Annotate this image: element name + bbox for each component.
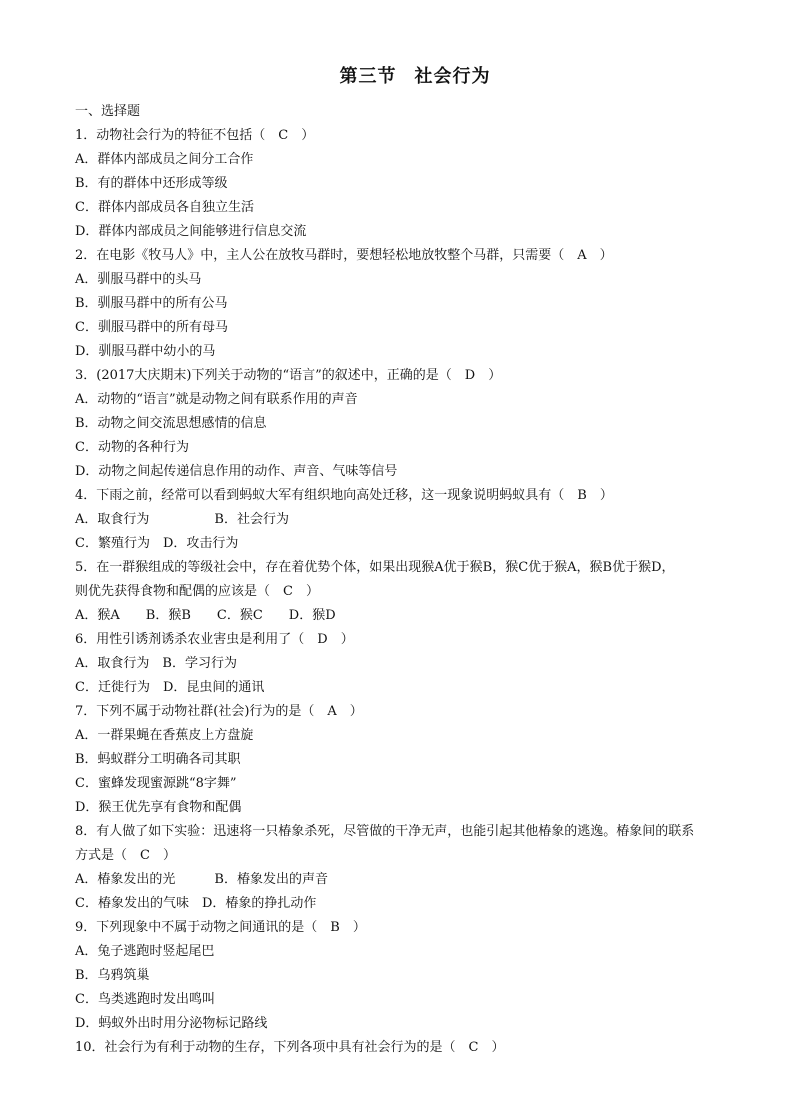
option-line: A．一群果蝇在香蕉皮上方盘旋 [75,728,254,743]
question-line: 3．(2017大庆期末)下列关于动物的“语言”的叙述中，正确的是（ D ） [75,368,502,383]
page-title [0,62,790,88]
question-line-continued: 方式是（ C ） [75,848,176,863]
option-line: C．繁殖行为 D．攻击行为 [75,536,239,551]
title-section-number: 第三节 [339,66,397,87]
option-line: A．取食行为 B．学习行为 [75,656,237,671]
title-section-name: 社会行为 [414,66,491,87]
question-list [75,100,745,1060]
option-line: A．兔子逃跑时竖起尾巴 [75,944,215,959]
option-line: A．猴A B．猴B C．猴C D．猴D [75,608,336,623]
option-line: D．蚂蚁外出时用分泌物标记路线 [75,1016,268,1031]
option-line: A．驯服马群中的头马 [75,272,202,287]
question-line: 1．动物社会行为的特征不包括（ C ） [75,128,315,143]
option-line: B．驯服马群中的所有公马 [75,296,228,311]
option-line: C．鸟类逃跑时发出鸣叫 [75,992,215,1007]
option-line: D．猴王优先享有食物和配偶 [75,800,242,815]
option-line: A．椿象发出的光 B．椿象发出的声音 [75,872,328,887]
question-line: 8．有人做了如下实验：迅速将一只椿象杀死，尽管做的干净无声，也能引起其他椿象的逃逸。椿象间的联系 [75,824,695,839]
question-line: 6．用性引诱剂诱杀农业害虫是利用了（ D ） [75,632,354,647]
option-line: C．动物的各种行为 [75,440,189,455]
question-line: 4．下雨之前，经常可以看到蚂蚁大军有组织地向高处迁移，这一现象说明蚂蚁具有（ B ） [75,488,613,503]
option-line: C．蜜蜂发现蜜源跳“8字舞” [75,776,237,791]
option-line: C．椿象发出的气味 D．椿象的挣扎动作 [75,896,317,911]
option-line: B．有的群体中还形成等级 [75,176,228,191]
section-heading: 一、选择题 [75,104,141,119]
option-line: B．动物之间交流思想感情的信息 [75,416,267,431]
option-line: C．迁徙行为 D．昆虫间的通讯 [75,680,265,695]
option-line: B．蚂蚁群分工明确各司其职 [75,752,241,767]
question-line: 9．下列现象中不属于动物之间通讯的是（ B ） [75,920,366,935]
option-line: C．驯服马群中的所有母马 [75,320,228,335]
option-line: B．乌鸦筑巢 [75,968,150,983]
option-line: C．群体内部成员各自独立生活 [75,200,254,215]
question-line: 10．社会行为有利于动物的生存，下列各项中具有社会行为的是（ C ） [75,1040,505,1055]
option-line: A．群体内部成员之间分工合作 [75,152,254,167]
option-line: A．取食行为 B．社会行为 [75,512,289,527]
question-line: 2．在电影《牧马人》中，主人公在放牧马群时，要想轻松地放牧整个马群，只需要（ A ） [75,248,613,263]
option-line: A．动物的“语言”就是动物之间有联系作用的声音 [75,392,358,407]
option-line: D．动物之间起传递信息作用的动作、声音、气味等信号 [75,464,398,479]
option-line: D．群体内部成员之间能够进行信息交流 [75,224,307,239]
question-line-continued: 则优先获得食物和配偶的应该是（ C ） [75,584,319,599]
option-line: D．驯服马群中幼小的马 [75,344,216,359]
question-line: 5．在一群猴组成的等级社会中，存在着优势个体，如果出现猴A优于猴B，猴C优于猴A，猴B优于猴D， [75,560,675,575]
question-line: 7．下列不属于动物社群(社会)行为的是（ A ） [75,704,363,719]
